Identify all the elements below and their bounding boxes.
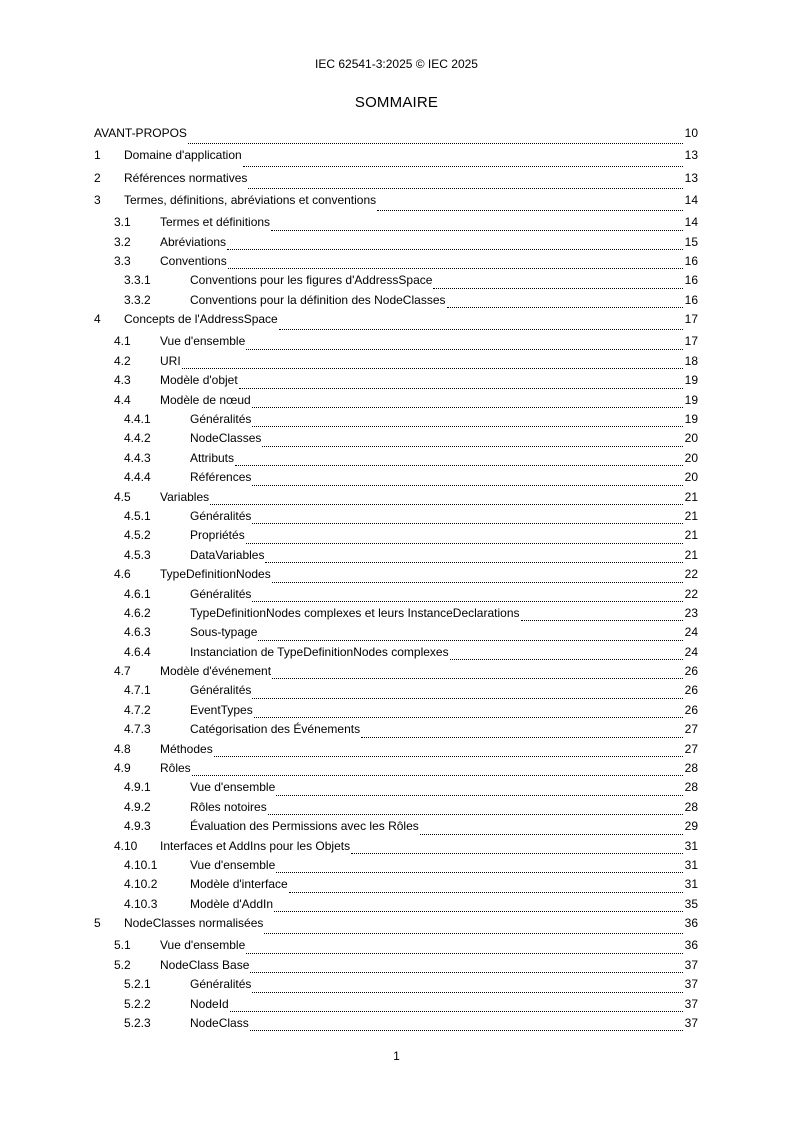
toc-entry-page: 10 <box>684 126 698 140</box>
toc-entry-number: 3.3.1 <box>124 273 151 288</box>
toc-entry-label: Rôles notoires <box>190 799 267 814</box>
toc-leader-dots <box>447 307 684 308</box>
toc-entry[interactable] <box>94 858 698 877</box>
toc-entry[interactable] <box>94 193 698 215</box>
toc-entry-page: 36 <box>684 938 698 953</box>
toc-entry[interactable] <box>94 509 698 528</box>
toc-entry-page: 16 <box>684 292 698 307</box>
toc-leader-dots <box>182 368 683 369</box>
toc-entry-number: 4.6.4 <box>124 644 151 659</box>
toc-entry[interactable] <box>94 293 698 312</box>
toc-entry-label: Modèle d'interface <box>190 877 288 892</box>
toc-entry[interactable] <box>94 393 698 412</box>
toc-entry-number: 4 <box>94 312 101 327</box>
toc-leader-dots <box>450 659 683 660</box>
toc-entry-label: NodeId <box>190 996 229 1011</box>
toc-entry-number: 4.4 <box>114 392 131 407</box>
toc-entry[interactable] <box>94 683 698 702</box>
toc-entry-number: 4.7.3 <box>124 722 151 737</box>
toc-leader-dots <box>252 601 683 602</box>
toc-entry[interactable] <box>94 703 698 722</box>
toc-entry-page: 26 <box>684 683 698 698</box>
toc-entry-number: 1 <box>94 148 101 163</box>
toc-entry-label: Attributs <box>190 450 235 465</box>
toc-entry-label: Variables <box>160 489 210 504</box>
toc-leader-dots <box>272 678 683 679</box>
toc-entry-number: 4.6.2 <box>124 605 151 620</box>
toc-entry[interactable] <box>94 839 698 858</box>
toc-entry-label: TypeDefinitionNodes <box>160 567 271 582</box>
toc-entry[interactable] <box>94 722 698 741</box>
toc-leader-dots <box>252 426 683 427</box>
toc-leader-dots <box>289 892 683 893</box>
toc-entry-number: 4.10 <box>114 838 138 853</box>
toc-entry-label: URI <box>160 353 181 368</box>
toc-leader-dots <box>252 698 683 699</box>
toc-entry-label: Termes et définitions <box>160 215 271 230</box>
toc-entry-page: 22 <box>684 586 698 601</box>
toc-entry-label: Généralités <box>190 508 252 523</box>
toc-entry-number: 4.8 <box>114 741 131 756</box>
toc-entry-page: 21 <box>684 547 698 562</box>
toc-entry-page: 29 <box>684 819 698 834</box>
toc-entry-page: 22 <box>684 567 698 582</box>
toc-entry-label: NodeClasses normalisées <box>124 916 264 931</box>
toc-entry-number: 4.7 <box>114 664 131 679</box>
toc-entry[interactable] <box>94 490 698 509</box>
toc-entry[interactable] <box>94 431 698 450</box>
table-of-contents <box>94 126 698 1035</box>
toc-entry-page: 21 <box>684 489 698 504</box>
toc-leader-dots <box>268 814 683 815</box>
toc-entry-number: 3.3 <box>114 253 131 268</box>
toc-leader-dots <box>246 953 683 954</box>
toc-entry[interactable] <box>94 977 698 996</box>
toc-entry-label: Catégorisation des Événements <box>190 722 361 737</box>
toc-entry-page: 24 <box>684 625 698 640</box>
toc-entry-number: 3 <box>94 192 101 207</box>
toc-leader-dots <box>252 523 683 524</box>
toc-entry-number: 4.5.2 <box>124 528 151 543</box>
toc-leader-dots <box>239 388 683 389</box>
toc-entry-page: 37 <box>684 977 698 992</box>
toc-entry[interactable] <box>94 800 698 819</box>
toc-leader-dots <box>252 485 683 486</box>
toc-entry[interactable] <box>94 606 698 625</box>
toc-leader-dots <box>351 853 683 854</box>
toc-leader-dots <box>272 582 683 583</box>
toc-leader-dots <box>433 288 683 289</box>
toc-entry-label: Propriétés <box>190 528 245 543</box>
toc-entry[interactable] <box>94 470 698 489</box>
toc-entry-page: 14 <box>684 215 698 230</box>
toc-entry-label: Vue d'ensemble <box>190 780 276 795</box>
toc-entry-label: Généralités <box>190 977 252 992</box>
toc-leader-dots <box>254 717 683 718</box>
toc-leader-dots <box>214 756 683 757</box>
toc-leader-dots <box>521 620 683 621</box>
toc-entry-number: 3.2 <box>114 234 131 249</box>
toc-entry[interactable] <box>94 412 698 431</box>
toc-entry-number: 5.2.2 <box>124 996 151 1011</box>
toc-entry-number: 4.4.3 <box>124 450 151 465</box>
toc-entry-page: 20 <box>684 450 698 465</box>
toc-entry-page: 37 <box>684 996 698 1011</box>
toc-leader-dots <box>188 143 683 144</box>
toc-entry-page: 13 <box>684 170 698 185</box>
toc-entry-label: Généralités <box>190 586 252 601</box>
toc-entry-page: 16 <box>684 253 698 268</box>
toc-entry-label: Modèle d'AddIn <box>190 896 274 911</box>
toc-entry-page: 24 <box>684 644 698 659</box>
toc-entry[interactable] <box>94 528 698 547</box>
toc-entry-page: 31 <box>684 838 698 853</box>
toc-entry-label: NodeClass <box>190 1016 249 1031</box>
toc-entry[interactable] <box>94 148 698 170</box>
toc-entry[interactable] <box>94 548 698 567</box>
toc-entry-number: 4.10.2 <box>124 877 158 892</box>
toc-entry-page: 28 <box>684 761 698 776</box>
toc-entry-page: 37 <box>684 957 698 972</box>
toc-entry-number: 4.2 <box>114 353 131 368</box>
toc-entry[interactable] <box>94 451 698 470</box>
toc-entry[interactable] <box>94 312 698 334</box>
toc-entry[interactable] <box>94 938 698 957</box>
toc-entry-label: Termes, définitions, abréviations et conventions <box>124 192 377 207</box>
toc-leader-dots <box>361 737 683 738</box>
toc-leader-dots <box>276 872 683 873</box>
toc-entry[interactable] <box>94 587 698 606</box>
toc-leader-dots <box>246 349 683 350</box>
toc-entry-label: Modèle d'événement <box>160 664 272 679</box>
toc-entry-label: Concepts de l'AddressSpace <box>124 312 278 327</box>
toc-entry-number: 4.5.3 <box>124 547 151 562</box>
toc-entry-number: 4.7.2 <box>124 702 151 717</box>
toc-leader-dots <box>279 329 683 330</box>
toc-leader-dots <box>265 562 683 563</box>
toc-entry-label: Modèle d'objet <box>160 373 238 388</box>
toc-entry-page: 26 <box>684 664 698 679</box>
toc-entry-page: 19 <box>684 392 698 407</box>
toc-entry-page: 27 <box>684 741 698 756</box>
toc-entry-page: 31 <box>684 877 698 892</box>
toc-entry[interactable] <box>94 916 698 938</box>
toc-entry-page: 26 <box>684 702 698 717</box>
toc-entry-label: Généralités <box>190 412 252 426</box>
toc-entry[interactable] <box>94 742 698 761</box>
toc-leader-dots <box>377 210 683 211</box>
toc-entry-label: Méthodes <box>160 741 213 756</box>
toc-entry[interactable] <box>94 273 698 292</box>
toc-entry-number: 5.2.1 <box>124 977 151 992</box>
toc-entry-number: 4.9.3 <box>124 819 151 834</box>
toc-entry-label: Généralités <box>190 683 252 698</box>
toc-entry[interactable] <box>94 625 698 644</box>
toc-entry-number: 3.1 <box>114 215 131 230</box>
toc-leader-dots <box>228 268 683 269</box>
toc-entry[interactable] <box>94 354 698 373</box>
toc-entry-label: Conventions <box>160 253 227 268</box>
toc-entry-number: 4.10.1 <box>124 857 158 872</box>
toc-entry-label: AVANT-PROPOS <box>94 126 187 140</box>
toc-entry-label: Évaluation des Permissions avec les Rôles <box>190 819 419 834</box>
toc-leader-dots <box>250 972 683 973</box>
toc-leader-dots <box>210 504 683 505</box>
toc-entry-number: 5.1 <box>114 938 131 953</box>
toc-entry-page: 27 <box>684 722 698 737</box>
toc-entry-page: 15 <box>684 234 698 249</box>
toc-entry-page: 16 <box>684 273 698 288</box>
toc-entry[interactable] <box>94 373 698 392</box>
toc-entry-label: Modèle de nœud <box>160 392 251 407</box>
toc-entry-label: Conventions pour les figures d'AddressSpace <box>190 273 433 288</box>
toc-entry-label: Instanciation de TypeDefinitionNodes complexes <box>190 644 449 659</box>
toc-entry[interactable] <box>94 645 698 664</box>
toc-entry-page: 17 <box>684 312 698 327</box>
toc-entry[interactable] <box>94 334 698 353</box>
toc-entry-number: 5.2 <box>114 957 131 972</box>
toc-entry-label: Vue d'ensemble <box>190 857 276 872</box>
toc-entry-page: 31 <box>684 857 698 872</box>
toc-leader-dots <box>252 407 683 408</box>
toc-entry-label: Références normatives <box>124 170 248 185</box>
toc-entry-page: 18 <box>684 353 698 368</box>
toc-entry-label: Interfaces et AddIns pour les Objets <box>160 838 351 853</box>
toc-entry-page: 19 <box>684 373 698 388</box>
page-number: 1 <box>393 1049 400 1063</box>
toc-entry-number: 4.4.4 <box>124 470 151 485</box>
toc-entry[interactable] <box>94 215 698 234</box>
toc-entry-number: 5.2.3 <box>124 1016 151 1031</box>
toc-leader-dots <box>246 543 683 544</box>
toc-entry-number: 4.1 <box>114 334 131 349</box>
toc-entry[interactable] <box>94 235 698 254</box>
toc-entry-page: 17 <box>684 334 698 349</box>
toc-leader-dots <box>258 640 683 641</box>
toc-entry-page: 35 <box>684 896 698 911</box>
toc-entry-number: 4.3 <box>114 373 131 388</box>
toc-leader-dots <box>271 230 683 231</box>
toc-leader-dots <box>235 465 683 466</box>
toc-entry-label: NodeClasses <box>190 431 262 446</box>
toc-entry[interactable] <box>94 567 698 586</box>
toc-entry-page: 21 <box>684 528 698 543</box>
toc-entry-page: 28 <box>684 780 698 795</box>
toc-entry[interactable] <box>94 877 698 896</box>
toc-entry-label: Sous-typage <box>190 625 258 640</box>
toc-entry-number: 4.5.1 <box>124 508 151 523</box>
toc-entry-label: Vue d'ensemble <box>160 334 246 349</box>
toc-entry-label: Vue d'ensemble <box>160 938 246 953</box>
toc-entry-number: 5 <box>94 916 101 931</box>
toc-entry-number: 4.9.2 <box>124 799 151 814</box>
toc-entry-page: 20 <box>684 431 698 446</box>
toc-entry-label: TypeDefinitionNodes complexes et leurs InstanceDeclarations <box>190 605 520 620</box>
toc-entry-page: 14 <box>684 192 698 207</box>
toc-leader-dots <box>250 1030 683 1031</box>
toc-leader-dots <box>243 166 683 167</box>
toc-entry-number: 4.9.1 <box>124 780 151 795</box>
toc-entry[interactable] <box>94 819 698 838</box>
toc-entry-number: 4.4.1 <box>124 412 151 426</box>
toc-entry-number: 4.10.3 <box>124 896 158 911</box>
toc-entry-number: 4.6.1 <box>124 586 151 601</box>
toc-entry-page: 20 <box>684 470 698 485</box>
toc-entry-number: 4.7.1 <box>124 683 151 698</box>
toc-entry-page: 21 <box>684 508 698 523</box>
toc-entry-number: 4.5 <box>114 489 131 504</box>
toc-leader-dots <box>227 249 683 250</box>
toc-entry-page: 13 <box>684 148 698 163</box>
toc-entry-number: 4.4.2 <box>124 431 151 446</box>
toc-entry-page: 19 <box>684 412 698 426</box>
toc-entry-page: 36 <box>684 916 698 931</box>
toc-entry-label: Abréviations <box>160 234 227 249</box>
toc-entry-label: NodeClass Base <box>160 957 250 972</box>
toc-entry[interactable] <box>94 761 698 780</box>
toc-entry-number: 4.6.3 <box>124 625 151 640</box>
toc-entry-label: Rôles <box>160 761 191 776</box>
toc-leader-dots <box>262 446 683 447</box>
toc-entry-label: Conventions pour la définition des NodeClasses <box>190 292 446 307</box>
toc-entry[interactable] <box>94 780 698 799</box>
page-title: SOMMAIRE <box>354 94 439 111</box>
toc-entry-page: 37 <box>684 1016 698 1031</box>
toc-leader-dots <box>264 933 683 934</box>
toc-entry-number: 2 <box>94 170 101 185</box>
toc-leader-dots <box>252 992 683 993</box>
toc-entry-number: 4.9 <box>114 761 131 776</box>
toc-entry[interactable] <box>94 126 698 148</box>
toc-entry[interactable] <box>94 254 698 273</box>
toc-leader-dots <box>192 775 683 776</box>
toc-entry[interactable] <box>94 897 698 916</box>
toc-entry-label: Domaine d'application <box>124 148 242 163</box>
toc-entry[interactable] <box>94 997 698 1016</box>
toc-entry[interactable] <box>94 664 698 683</box>
toc-leader-dots <box>274 911 683 912</box>
toc-leader-dots <box>276 795 683 796</box>
toc-entry-number: 4.6 <box>114 567 131 582</box>
toc-entry[interactable] <box>94 1016 698 1035</box>
toc-entry[interactable] <box>94 171 698 193</box>
toc-leader-dots <box>248 188 683 189</box>
toc-entry-label: DataVariables <box>190 547 265 562</box>
toc-entry[interactable] <box>94 958 698 977</box>
toc-entry-page: 28 <box>684 799 698 814</box>
page-header: IEC 62541-3:2025 © IEC 2025 <box>315 57 478 71</box>
toc-entry-label: EventTypes <box>190 702 253 717</box>
toc-leader-dots <box>230 1011 683 1012</box>
toc-leader-dots <box>420 834 683 835</box>
toc-entry-page: 23 <box>684 605 698 620</box>
toc-entry-number: 3.3.2 <box>124 292 151 307</box>
toc-entry-label: Références <box>190 470 252 485</box>
